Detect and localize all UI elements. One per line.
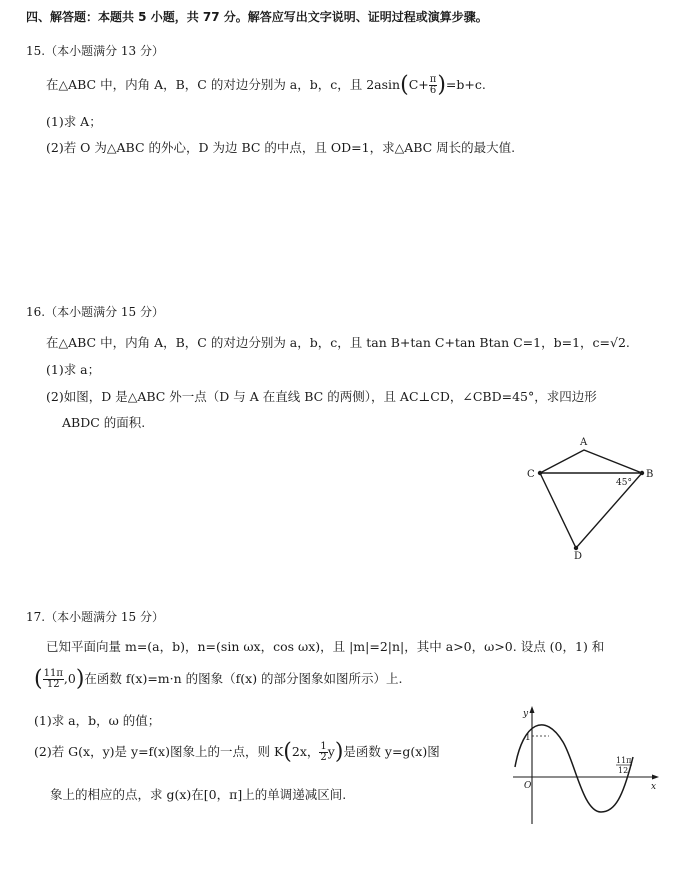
q17-kparen-open: (: [283, 739, 292, 765]
graph-label-one: 1: [525, 733, 531, 743]
q17-k-inner: 2x，: [291, 744, 320, 759]
q15-frac-num: π: [429, 74, 437, 85]
graph-tick-num: 11π: [616, 756, 632, 765]
section-heading: 四、解答题：本题共 5 小题，共 77 分。解答应写出文字说明、证明过程或演算步骤。: [26, 10, 488, 24]
q15-frac-den: 6: [429, 85, 437, 96]
q15-stem: [46, 72, 486, 98]
q17-part2-cont: 象上的相应的点，求 g(x)在[0，π]上的单调递减区间.: [50, 787, 347, 802]
q17-frac-den: 12: [46, 679, 60, 690]
q15-stem-a: 在△ABC 中，内角 A，B，C 的对边分别为 a，b，c，且 2asin: [46, 77, 401, 92]
q17-part1: (1)求 a，b，ω 的值；: [34, 713, 161, 728]
q17-k-y: y: [327, 744, 335, 759]
q16-stem: 在△ABC 中，内角 A，B，C 的对边分别为 a，b，c，且 tan B+tan C+tan Btan C=1，b=1，c=√2.: [46, 335, 630, 350]
q17-stem-cont: [34, 666, 403, 692]
q15-stem-b: =b+c.: [445, 77, 486, 92]
q17-part2-b: 是函数 y=g(x)图: [343, 744, 440, 759]
point-c: [538, 471, 542, 475]
q17-graph: [505, 702, 665, 832]
q16-figure: [520, 432, 660, 562]
q17-header: 17.（本小题满分 15 分）: [26, 610, 164, 624]
q17-kparen-close: ): [334, 739, 344, 765]
q15-part2: (2)若 O 为△ABC 的外心，D 为边 BC 的中点，且 OD=1，求△ABC 周长的最大值.: [46, 140, 516, 155]
q16-polygon: [540, 450, 642, 548]
q16-header: 16.（本小题满分 15 分）: [26, 305, 164, 319]
point-d: [574, 546, 578, 550]
q17-paren-close: ): [75, 666, 85, 692]
q15-paren-open: (: [400, 72, 409, 98]
q17-stem-b: 在函数 f(x)=m·n 的图象（f(x) 的部分图象如图所示）上.: [84, 671, 403, 686]
label-a: A: [580, 437, 588, 448]
label-angle: 45°: [616, 478, 632, 488]
label-d: D: [574, 551, 583, 562]
q15-header: 15.（本小题满分 13 分）: [26, 44, 164, 58]
q17-frac: [43, 669, 64, 690]
point-b: [640, 471, 644, 475]
q17-half: [319, 742, 327, 763]
q17-frac-num: 11π: [43, 668, 63, 679]
q15-paren-close: ): [437, 72, 446, 98]
graph-label-x: x: [651, 782, 657, 792]
q17-part2: [34, 739, 440, 765]
label-c: C: [527, 469, 535, 480]
y-axis-arrow: [530, 706, 535, 713]
sine-curve: [515, 725, 633, 812]
graph-label-origin: O: [524, 781, 532, 791]
q15-stem-inner: C+: [408, 77, 429, 92]
q16-part2: (2)如图，D 是△ABC 外一点（D 与 A 在直线 BC 的两侧），且 AC⊥CD，∠CBD=45°，求四边形: [46, 389, 597, 404]
q15-part1: (1)求 A；: [46, 114, 102, 129]
q16-part2-cont: ABDC 的面积.: [62, 415, 146, 430]
q16-part1: (1)求 a；: [46, 362, 101, 377]
q17-half-num: 1: [320, 741, 327, 752]
q17-half-den: 2: [320, 752, 327, 763]
q17-part2-a: (2)若 G(x，y)是 y=f(x)图象上的一点，则 K: [34, 744, 284, 759]
q17-stem: 已知平面向量 m=(a，b)，n=(sin ωx，cos ωx)，且 |m|=2|n|，其中 a>0，ω>0. 设点 (0，1) 和: [46, 639, 605, 654]
graph-tick-den: 12: [618, 766, 629, 775]
graph-label-y: y: [523, 709, 529, 719]
x-axis-arrow: [652, 775, 659, 780]
label-b: B: [646, 469, 654, 480]
q17-point-tail: ,0: [63, 671, 76, 686]
q17-paren-open: (: [34, 666, 43, 692]
